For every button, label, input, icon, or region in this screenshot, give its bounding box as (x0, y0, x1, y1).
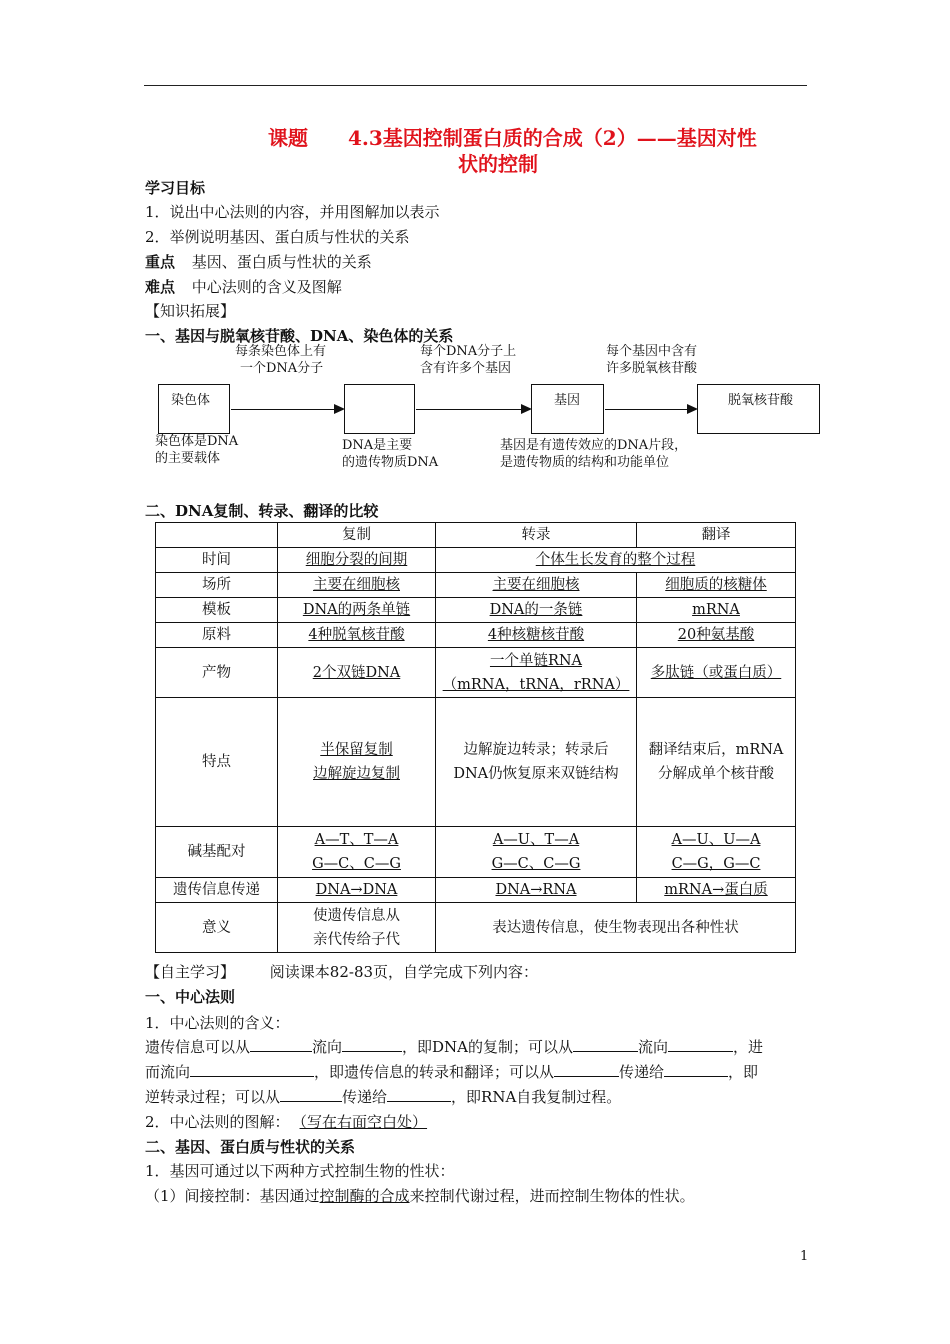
table-cell: 一个单链RNA (489, 652, 583, 669)
diagram-box-label: 脱氧核苷酸 (728, 393, 794, 408)
table-cell: 边解旋边转录；转录后 (463, 742, 609, 758)
page-number: 1 (800, 1249, 809, 1264)
table-cell: DNA→RNA (495, 882, 577, 898)
table-cell: DNA仍恢复原来双链结构 (453, 766, 619, 782)
header-rule (144, 85, 807, 86)
diagram-top-label: 每条染色体上有 (235, 344, 327, 359)
question-1-title: 1．中心法则的含义： (145, 1014, 290, 1032)
table-row (156, 903, 796, 953)
table-row (156, 548, 796, 573)
answer-blank[interactable] (387, 1101, 451, 1102)
answer-blank[interactable] (664, 1076, 728, 1077)
table-header-row (156, 523, 796, 548)
fill-text: 流向 (312, 1038, 343, 1056)
item-text: 来控制代谢过程，进而控制生物体的性状。 (409, 1187, 695, 1205)
diagram-top-label: 含有许多个基因 (420, 361, 512, 376)
diagram-top-label: 每个基因中含有 (606, 344, 698, 359)
diagram-top-label: 每个DNA分子上 (420, 344, 517, 359)
table-cell: C—G，G—C (671, 856, 761, 872)
diagram-top-label: 一个DNA分子 (240, 361, 324, 376)
table-cell: 主要在细胞核 (492, 577, 580, 593)
fill-text: 而流向 (145, 1063, 191, 1081)
fill-text: 遗传信息可以从 (145, 1038, 251, 1056)
diagram-box-nucleotide (697, 384, 820, 434)
diagram-arrow (605, 409, 696, 410)
answer-blank[interactable] (554, 1076, 619, 1077)
difficulty-text: 中心法则的含义及图解 (191, 278, 342, 296)
key-point (145, 251, 372, 273)
comparison-table (155, 522, 796, 953)
table-cell: mRNA (692, 602, 740, 618)
table-header: 转录 (436, 523, 637, 548)
diagram-bottom-label: 的遗传物质DNA (342, 455, 439, 470)
key-text: 基因、蛋白质与性状的关系 (191, 253, 372, 271)
diagram-bottom-label: 的主要载体 (155, 451, 221, 466)
self-study-row (145, 961, 538, 983)
diagram-box-gene (531, 384, 604, 434)
table-header: 翻译 (637, 523, 796, 548)
table-cell: A—U、T—A (492, 832, 580, 848)
answer-blank[interactable] (250, 1051, 312, 1052)
table-cell: 亲代传给子代 (313, 931, 400, 948)
table-cell: G—C、C—G (491, 856, 581, 872)
diagram-arrow (416, 409, 530, 410)
table-cell: mRNA→蛋白质 (664, 882, 768, 898)
extension-heading: 【知识拓展】 (145, 302, 236, 320)
question-2 (145, 1111, 427, 1133)
table-cell: 20种氨基酸 (677, 627, 755, 643)
table-cell: A—T、T—A (314, 832, 399, 848)
row-label: 场所 (156, 573, 278, 598)
diagram-bottom-label: 基因是有遗传效应的DNA片段， (500, 438, 688, 453)
table-header: 复制 (278, 523, 436, 548)
gene-control-item: 1．基因可通过以下两种方式控制生物的性状： (145, 1162, 455, 1180)
table-row (156, 827, 796, 878)
row-label: 特点 (156, 698, 278, 827)
table-row (156, 698, 796, 827)
table-cell: 边解旋边复制 (313, 766, 400, 782)
table-cell: 表达遗传信息，使生物表现出各种性状 (436, 903, 796, 953)
table-row (156, 623, 796, 648)
key-label: 重点 (145, 253, 176, 271)
row-label: 模板 (156, 598, 278, 623)
table-cell: DNA的一条链 (489, 602, 583, 618)
table-row (156, 598, 796, 623)
objectives-heading: 学习目标 (145, 179, 206, 197)
table-row (156, 878, 796, 903)
fill-text: 传递给 (342, 1088, 388, 1106)
row-label: 产物 (156, 648, 278, 698)
self-study-instruction: 阅读课本82-83页，自学完成下列内容： (269, 963, 539, 981)
difficulty-point (145, 276, 342, 298)
table-cell: G—C、C—G (312, 856, 401, 872)
fill-text: 传递给 (619, 1063, 665, 1081)
fill-line-1 (145, 1036, 763, 1058)
page-title-line2: 状的控制 (458, 152, 538, 176)
table-row (156, 573, 796, 598)
table-cell: 多肽链（或蛋白质） (650, 664, 782, 681)
item-text: （1）间接控制：基因通过 (145, 1187, 320, 1205)
fill-text: ，进 (733, 1038, 764, 1056)
fill-line-3 (145, 1086, 621, 1108)
table-header (156, 523, 278, 548)
fill-text: ，即 (728, 1063, 759, 1081)
diagram-arrow (231, 409, 343, 410)
table-cell: A—U、U—A (671, 832, 761, 848)
table-cell: DNA的两条单链 (302, 602, 411, 618)
row-label: 原料 (156, 623, 278, 648)
table-cell: 2个双链DNA (312, 664, 401, 681)
diagram-bottom-label: 是遗传物质的结构和功能单位 (500, 455, 670, 470)
item-underlined: 控制酶的合成 (319, 1187, 410, 1205)
diagram-top-label: 许多脱氧核苷酸 (606, 361, 698, 376)
answer-blank[interactable] (190, 1076, 314, 1077)
table-cell: DNA→DNA (315, 882, 398, 898)
table-cell: 翻译结束后，mRNA (648, 742, 784, 758)
fill-text: ，即RNA自我复制过程。 (451, 1088, 622, 1106)
row-label: 碱基配对 (156, 827, 278, 878)
answer-blank[interactable] (573, 1051, 638, 1052)
row-label: 遗传信息传递 (156, 878, 278, 903)
difficulty-label: 难点 (145, 278, 176, 296)
table-cell: 细胞质的核糖体 (665, 577, 767, 593)
table-cell: 使遗传信息从 (313, 907, 400, 924)
page-title-line1: 课题 4.3基因控制蛋白质的合成（2）——基因对性 (268, 126, 757, 150)
fill-text: 逆转录过程；可以从 (145, 1088, 281, 1106)
row-label: 时间 (156, 548, 278, 573)
answer-blank[interactable] (342, 1051, 402, 1052)
indirect-control-item (145, 1185, 695, 1207)
table-cell: 个体生长发育的整个过程 (535, 552, 696, 568)
diagram-box-label: 基因 (554, 393, 581, 408)
answer-blank[interactable] (668, 1051, 733, 1052)
diagram-bottom-label: DNA是主要 (342, 438, 413, 453)
table-cell: 4种核糖核苷酸 (487, 627, 585, 643)
row-label: 意义 (156, 903, 278, 953)
question-2-label: 2．中心法则的图解： (145, 1113, 290, 1131)
diagram-box-chromosome (158, 384, 230, 434)
table-cell: 分解成单个核苷酸 (658, 766, 774, 782)
fill-text: 流向 (638, 1038, 669, 1056)
table-cell: 细胞分裂的间期 (305, 552, 408, 568)
diagram-box-label: 染色体 (171, 393, 211, 408)
self-study-heading: 【自主学习】 (145, 963, 236, 981)
table-cell: 半保留复制 (320, 742, 393, 758)
diagram-box-dna (344, 384, 415, 434)
gene-protein-title: 二、基因、蛋白质与性状的关系 (145, 1138, 356, 1156)
table-row (156, 648, 796, 698)
fill-text: ，即DNA的复制；可以从 (402, 1038, 574, 1056)
table-cell: （mRNA，tRNA，rRNA） (442, 676, 630, 693)
table-cell: 主要在细胞核 (313, 577, 400, 593)
objective-item: 2．举例说明基因、蛋白质与性状的关系 (145, 228, 410, 246)
table-cell: 4种脱氧核苷酸 (308, 627, 405, 643)
answer-blank[interactable] (280, 1101, 342, 1102)
central-dogma-title: 一、中心法则 (145, 988, 236, 1006)
fill-line-2 (145, 1061, 758, 1083)
question-2-answer: （写在右面空白处） (299, 1113, 428, 1131)
section1-title: 一、基因与脱氧核苷酸、DNA、染色体的关系 (145, 327, 454, 345)
diagram-bottom-label: 染色体是DNA (155, 434, 239, 449)
fill-text: ，即遗传信息的转录和翻译；可以从 (314, 1063, 555, 1081)
objective-item: 1．说出中心法则的内容，并用图解加以表示 (145, 203, 440, 221)
section2-title: 二、DNA复制、转录、翻译的比较 (145, 502, 379, 520)
